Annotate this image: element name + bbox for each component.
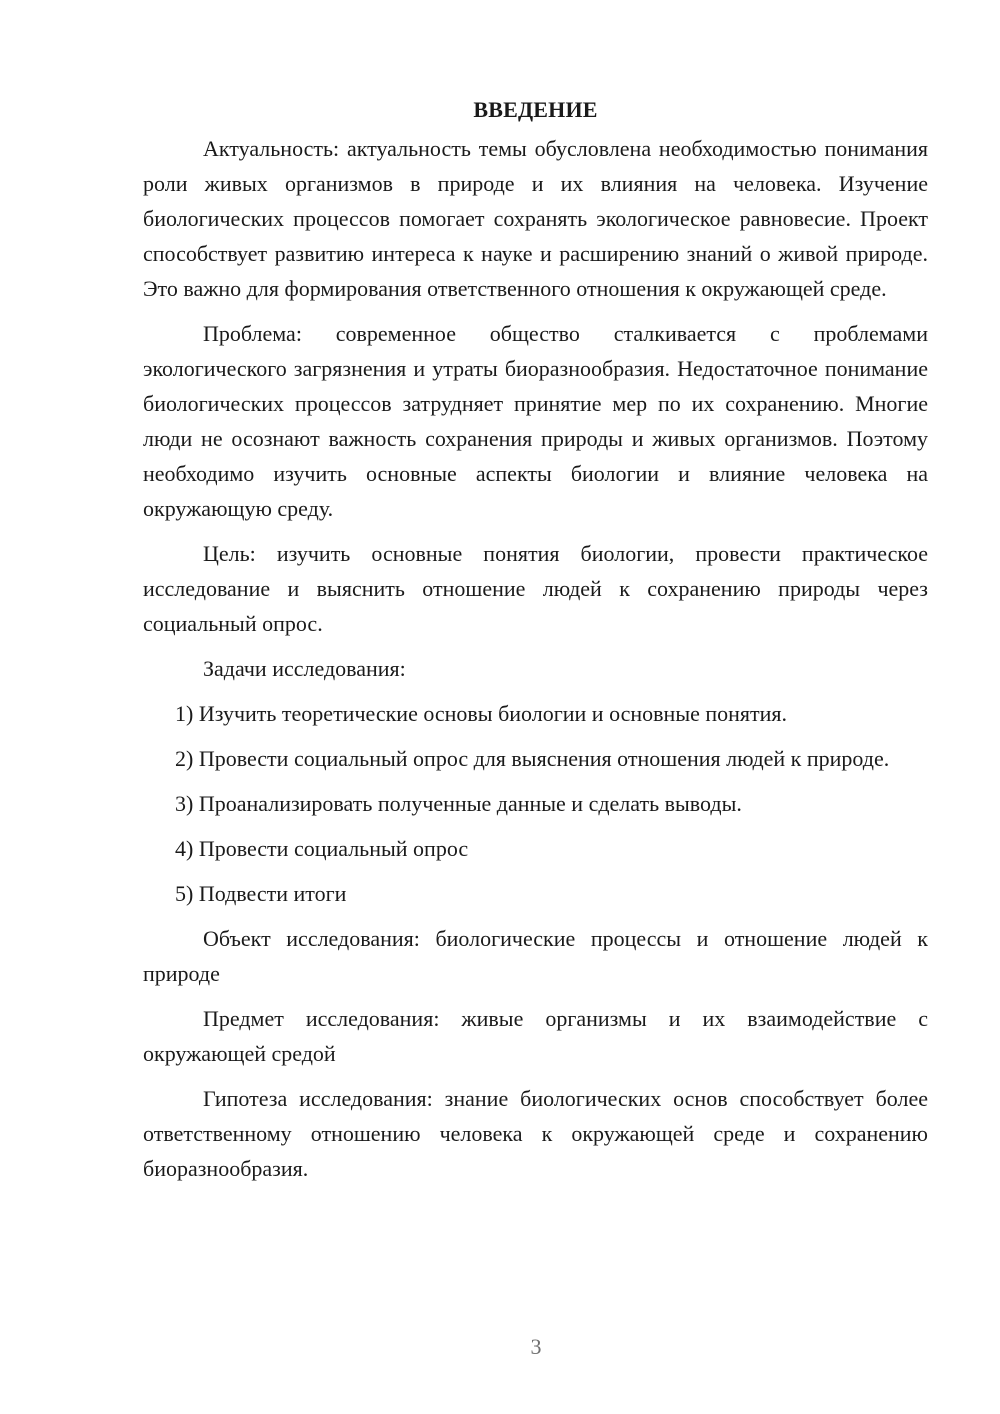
section-title: ВВЕДЕНИЕ (473, 97, 598, 122)
task-item-1: 1) Изучить теоретические основы биологии и основные понятия. (175, 701, 788, 726)
tasks-heading: Задачи исследования: (203, 656, 406, 681)
paragraph-problem: Проблема: современное общество сталкивается с проблемами экологического загрязнения и утраты биоразнообразия. Недостаточное понимание биологических процессов затрудняет принятие мер по их сохранению. Многие люди не осознают важность сохранения природы и живых организмов. Поэтому необходимо изучить основные аспекты биологии и влияние человека на окружающую среду. (143, 321, 928, 521)
paragraph-relevance: Актуальность: актуальность темы обусловлена необходимостью понимания роли живых организмов в природе и их влияния на человека. Изучение биологических процессов помогает сохранять экологическое равновесие. Проект способствует развитию интереса к науке и расширению знаний о живой природе. Это важно для формирования ответственного отношения к окружающей среде. (143, 136, 928, 301)
task-item-4: 4) Провести социальный опрос (175, 836, 469, 861)
task-item-2: 2) Провести социальный опрос для выяснения отношения людей к природе. (175, 746, 890, 771)
page-number: 3 (530, 1334, 542, 1359)
paragraph-goal: Цель: изучить основные понятия биологии, провести практическое исследование и выяснить отношение людей к сохранению природы через социальный опрос. (143, 541, 928, 636)
task-item-3: 3) Проанализировать полученные данные и сделать выводы. (175, 791, 742, 816)
paragraph-subject: Предмет исследования: живые организмы и их взаимодействие с окружающей средой (143, 1006, 928, 1066)
paragraph-object: Объект исследования: биологические процессы и отношение людей к природе (143, 926, 928, 986)
paragraph-hypothesis: Гипотеза исследования: знание биологических основ способствует более ответственному отношению человека к окружающей среде и сохранению биоразнообразия. (143, 1086, 928, 1181)
task-item-5: 5) Подвести итоги (175, 881, 347, 906)
page-content (143, 92, 928, 1196)
